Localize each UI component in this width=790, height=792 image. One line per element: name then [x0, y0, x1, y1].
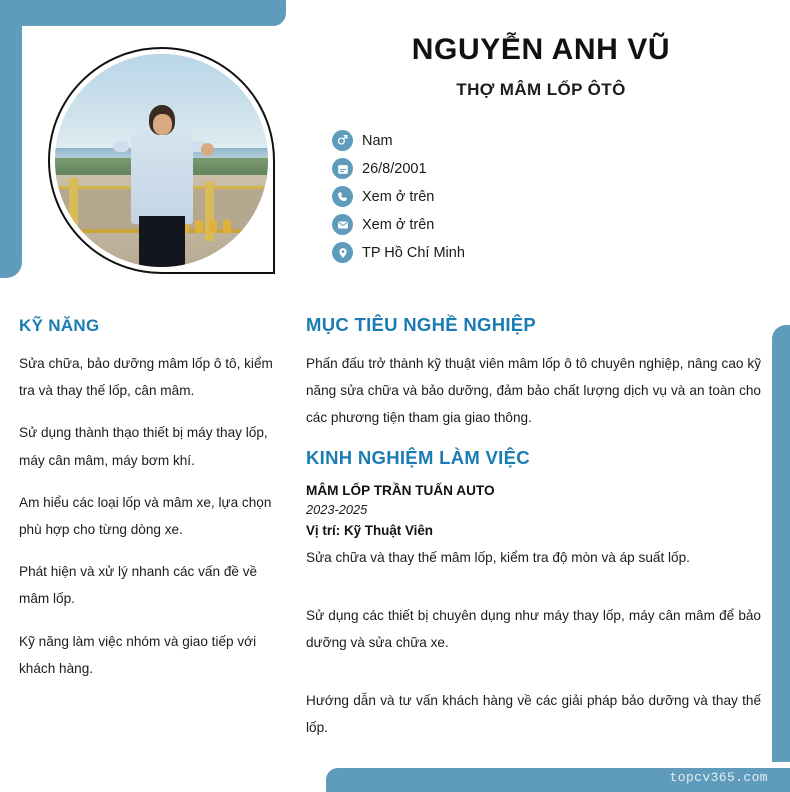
watermark: topcv365.com [669, 770, 768, 785]
page-title: NGUYỄN ANH VŨ [411, 33, 671, 66]
skill-item: Am hiểu các loại lốp và mâm xe, lựa chọn phù hợp cho từng dòng xe. [19, 494, 272, 537]
job-subtitle: THỢ MÂM LỐP ÔTÔ [456, 80, 626, 99]
contact-value-phone: Xem ở trên [362, 188, 435, 205]
avatar-frame [48, 47, 275, 274]
skill-item: Sử dụng thành thạo thiết bị máy thay lốp, máy cân mâm, máy bơm khí. [19, 425, 268, 468]
contact-value-birthdate: 26/8/2001 [362, 160, 427, 177]
contact-item-location [332, 242, 465, 263]
decor-top-bar [0, 0, 286, 26]
avatar [48, 47, 275, 274]
experience-company: MÂM LỐP TRẦN TUẤN AUTO [306, 482, 495, 498]
experience-role: Vị trí: Kỹ Thuật Viên [306, 522, 433, 538]
skills-section [19, 316, 282, 697]
contact-item-birthdate [332, 158, 465, 179]
contact-value-gender: Nam [362, 132, 393, 149]
contact-list [332, 130, 465, 263]
experience-bullet: Sửa chữa và thay thế mâm lốp, kiểm tra độ mòn và áp suất lốp. [306, 549, 690, 565]
contact-item-phone[interactable] [332, 186, 465, 207]
experience-heading: KINH NGHIỆM LÀM VIỆC [306, 446, 530, 468]
objective-text: Phấn đấu trở thành kỹ thuật viên mâm lốp ô tô chuyên nghiệp, nâng cao kỹ năng sửa chữa và bảo dưỡng, đảm bảo chất lượng dịch vụ và an toàn cho các phương tiện tham gia giao thông. [306, 356, 761, 426]
skills-heading: KỸ NĂNG [19, 316, 100, 335]
objective-heading: MỤC TIÊU NGHỀ NGHIỆP [306, 314, 537, 335]
decor-right-bar [772, 325, 790, 762]
contact-item-email[interactable] [332, 214, 465, 235]
contact-value-email: Xem ở trên [362, 216, 435, 233]
decor-left-panel [0, 26, 22, 278]
calendar-icon [332, 158, 353, 179]
experience-entry [306, 483, 761, 742]
experience-bullet: Hướng dẫn và tư vấn khách hàng về các giải pháp bảo dưỡng và thay thế lốp. [306, 693, 761, 736]
main-content [306, 314, 761, 757]
phone-icon [332, 186, 353, 207]
contact-value-location: TP Hồ Chí Minh [362, 244, 465, 261]
email-icon [332, 214, 353, 235]
location-icon [332, 242, 353, 263]
skill-item: Sửa chữa, bảo dưỡng mâm lốp ô tô, kiểm tra và thay thế lốp, cân mâm. [19, 356, 273, 399]
skill-item: Phát hiện và xử lý nhanh các vấn đề về mâm lốp. [19, 564, 258, 607]
experience-dates: 2023-2025 [306, 501, 368, 517]
skill-item: Kỹ năng làm việc nhóm và giao tiếp với khách hàng. [19, 633, 257, 676]
experience-bullet: Sử dụng các thiết bị chuyên dụng như máy thay lốp, máy cân mâm để bảo dưỡng và sửa chữa xe. [306, 607, 761, 650]
gender-icon [332, 130, 353, 151]
contact-item-gender [332, 130, 465, 151]
